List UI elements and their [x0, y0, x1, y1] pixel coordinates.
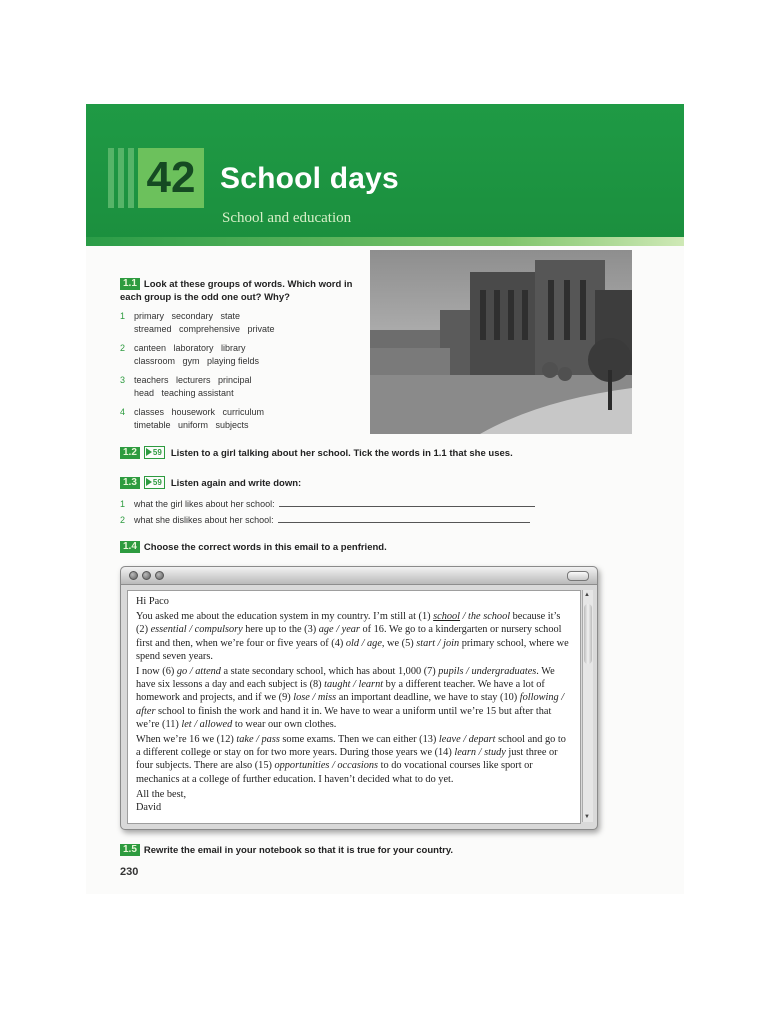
- email-paragraph: [136, 733, 572, 786]
- textbook-page: [86, 104, 684, 894]
- item-text: what she dislikes about her school:: [134, 515, 274, 525]
- word-choice[interactable]: / the school: [460, 611, 511, 623]
- word-choice[interactable]: let / allowed: [181, 718, 233, 730]
- group-number: 4: [120, 407, 126, 417]
- email-body: [127, 590, 581, 824]
- banner-stripe: [86, 237, 684, 246]
- word-group: [120, 406, 360, 432]
- word-choice[interactable]: age / year: [318, 624, 360, 636]
- word-choice[interactable]: go / attend: [176, 666, 221, 678]
- word-choice[interactable]: old / age: [345, 637, 382, 649]
- item-text: what the girl likes about her school:: [134, 499, 275, 509]
- unit-subtitle: School and education: [222, 210, 352, 226]
- word-groups: [120, 310, 360, 432]
- email-text: I now (6): [136, 666, 177, 678]
- minimize-window-icon[interactable]: [142, 571, 151, 580]
- page-number: 230: [120, 866, 139, 878]
- play-icon: [146, 448, 152, 456]
- exercise-badge: 1.2: [120, 447, 140, 459]
- word-choice[interactable]: school: [433, 611, 461, 623]
- instruction-text: Rewrite the email in your notebook so that it is true for your country.: [143, 845, 454, 856]
- audio-track-number: 59: [152, 478, 162, 487]
- email-text: some exams. Then we can either (13): [279, 734, 439, 746]
- play-icon: [146, 478, 152, 486]
- instruction-text: Listen to a girl talking about her school. Tick the words in 1.1 that she uses.: [170, 448, 513, 459]
- exercise-1-3: [120, 476, 640, 527]
- group-number: 2: [120, 343, 126, 353]
- word-choice[interactable]: leave / depart: [438, 734, 496, 746]
- word-choice[interactable]: lose / miss: [293, 692, 337, 704]
- item-number: 2: [120, 515, 126, 525]
- zoom-window-icon[interactable]: [155, 571, 164, 580]
- exercise-instruction: [120, 541, 640, 554]
- window-titlebar: [121, 567, 597, 585]
- group-number: 3: [120, 375, 126, 385]
- exercise-1-5: [120, 844, 640, 857]
- email-greeting: Hi Paco: [136, 596, 169, 607]
- email-text: school and go to a different college or stay on for two more years. During those years we (14): [136, 734, 566, 759]
- audio-track-badge: [144, 446, 165, 459]
- exercise-instruction: [120, 476, 640, 490]
- email-signature: David: [136, 802, 162, 814]
- email-text: here up to the (3): [242, 624, 319, 636]
- answer-rule[interactable]: [278, 514, 530, 523]
- instruction-line: each group is the odd one out? Why?: [120, 292, 290, 303]
- word-choice[interactable]: taught / learnt: [324, 679, 384, 691]
- scroll-up-arrow-icon[interactable]: ▲: [584, 592, 590, 598]
- email-text: , we (5): [381, 637, 417, 649]
- email-paragraph: [136, 610, 572, 663]
- answer-line: [120, 513, 640, 527]
- exercise-badge: 1.5: [120, 844, 140, 856]
- unit-title: School days: [220, 162, 399, 195]
- email-scrollbar[interactable]: [582, 590, 593, 822]
- word-choice[interactable]: opportunities / occasions: [274, 760, 379, 772]
- email-text: by a different teacher. We have a lot of homework and projects, and if we (9): [136, 679, 545, 704]
- word-choice[interactable]: following / after: [136, 692, 565, 717]
- word-group: [120, 374, 360, 400]
- instruction-text: Listen again and write down:: [170, 478, 302, 489]
- unit-number: 42: [138, 148, 204, 208]
- audio-track-number: 59: [152, 448, 162, 457]
- email-text: to wear our own clothes.: [232, 718, 337, 730]
- email-text: because it’s (2): [136, 611, 561, 636]
- exercise-badge: 1.1: [120, 278, 140, 290]
- school-building-photo: [370, 250, 632, 434]
- group-words: teachers lecturers principal head teaching assistant: [134, 375, 252, 398]
- answer-rule[interactable]: [279, 498, 535, 507]
- word-choice[interactable]: take / pass: [236, 734, 280, 746]
- exercise-badge: 1.3: [120, 477, 140, 489]
- scrollbar-thumb[interactable]: [584, 604, 592, 664]
- group-words: classes housework curriculum timetable uniform subjects: [134, 407, 265, 430]
- close-window-icon[interactable]: [129, 571, 138, 580]
- unit-header-banner: [86, 104, 684, 244]
- exercise-badge: 1.4: [120, 541, 140, 553]
- email-text: of 16. We go to a kindergarten or nursery school first and then, when we’re four or five years of (4): [136, 624, 562, 649]
- group-words: canteen laboratory library classroom gym playing fields: [134, 343, 260, 366]
- email-text: When we’re 16 we (12): [136, 734, 237, 746]
- word-choice[interactable]: start / join: [416, 637, 460, 649]
- exercise-instruction: [120, 844, 640, 857]
- email-text: an important deadline, we have to stay (10): [336, 692, 520, 704]
- exercise-instruction: [120, 446, 640, 460]
- email-text: primary school, where we spend seven years.: [136, 637, 569, 662]
- word-group: [120, 342, 360, 368]
- exercise-1-1: [120, 278, 360, 432]
- email-text: . We have six lessons a day and each subject is (8): [136, 666, 555, 691]
- email-text: just three or four subjects. There are also (15): [136, 747, 558, 772]
- audio-track-badge: [144, 476, 165, 489]
- word-choice[interactable]: learn / study: [454, 747, 506, 759]
- email-text: a state secondary school, which has about 1,000 (7): [220, 666, 439, 678]
- email-paragraph: [136, 665, 572, 731]
- answer-lines: [120, 497, 640, 527]
- word-choice[interactable]: pupils / undergraduates: [438, 666, 537, 678]
- email-text: to do vocational courses like sport or mechanics at a college of further education. I haven’t decided what to do yet.: [136, 760, 533, 785]
- group-number: 1: [120, 311, 126, 321]
- email-window: [120, 566, 598, 830]
- word-group: [120, 310, 360, 336]
- exercise-1-2: [120, 446, 640, 460]
- word-choice[interactable]: essential / compulsory: [150, 624, 243, 636]
- toolbar-toggle-button[interactable]: [567, 571, 589, 581]
- exercise-instruction: [120, 278, 360, 304]
- answer-line: [120, 497, 640, 511]
- exercise-1-4: [120, 541, 640, 554]
- group-words: primary secondary state streamed comprehensive private: [134, 311, 275, 334]
- instruction-line: Look at these groups of words. Which word in: [143, 279, 353, 290]
- email-text: school to finish the work and hand it in. We have to wear a uniform until we’re 15 but after that we’re (11): [136, 705, 552, 730]
- email-signoff: All the best,: [136, 788, 187, 800]
- scroll-down-arrow-icon[interactable]: ▼: [584, 814, 590, 820]
- email-text: You asked me about the education system in my country. I’m still at (1): [136, 611, 434, 623]
- instruction-text: Choose the correct words in this email to a penfriend.: [143, 542, 387, 553]
- item-number: 1: [120, 499, 126, 509]
- decorative-bars: [108, 148, 134, 208]
